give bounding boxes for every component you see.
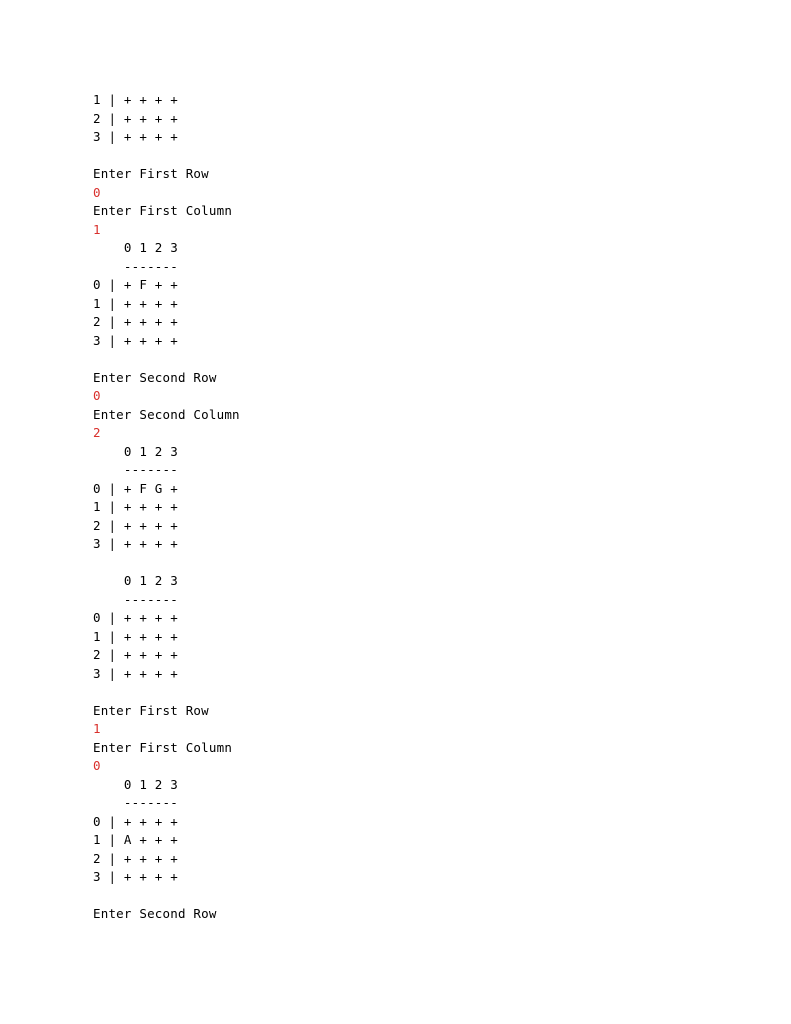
console-input-line: 1	[93, 721, 101, 736]
console-output-line: 0 | + + + +	[93, 610, 178, 625]
console-output-line: Enter Second Row	[93, 369, 217, 385]
console-blank-line	[93, 147, 773, 166]
console-blank-line	[93, 554, 773, 573]
console-output-line: 0 1 2 3	[93, 776, 178, 792]
console-output-line: Enter Second Column	[93, 406, 240, 422]
console-blank-line	[93, 683, 773, 702]
console-output-line: 1 | + + + +	[93, 499, 178, 514]
console-output-line: 1 | + + + +	[93, 295, 178, 311]
console-output-line: 3 | + + + +	[93, 665, 178, 681]
console-blank-line	[93, 887, 773, 906]
console-output-line: Enter First Column	[93, 203, 233, 218]
console-output-line: -------	[93, 795, 178, 810]
console-output-line: -------	[93, 258, 178, 274]
console-output-line: Enter Second Row	[93, 906, 217, 921]
console-output-line: 0 1 2 3	[93, 573, 178, 588]
console-input-line: 2	[93, 425, 101, 440]
console-input-line: 0	[93, 388, 101, 403]
console-output-line: 1 | + + + +	[93, 92, 178, 107]
console-output-line: 1 | A + + +	[93, 832, 178, 847]
console-output-line: 0 | + + + +	[93, 813, 178, 829]
console-output-line: Enter First Column	[93, 739, 233, 755]
console-output-line: Enter First Row	[93, 166, 209, 181]
console-output-line: 2 | + + + +	[93, 850, 178, 866]
console-output-line: 2 | + + + +	[93, 517, 178, 533]
console-output-line: 0 | + F G +	[93, 480, 178, 496]
console-input-line: 1	[93, 221, 101, 237]
console-input-line: 0	[93, 184, 101, 200]
console-output-line: 1 | + + + +	[93, 628, 178, 644]
console-output-line: -------	[93, 591, 178, 607]
console-input-line: 0	[93, 758, 101, 773]
console-output-line: 3 | + + + +	[93, 129, 178, 144]
console-output-line: 0 1 2 3	[93, 240, 178, 255]
console-output-line: 2 | + + + +	[93, 647, 178, 662]
console-output-line: 3 | + + + +	[93, 869, 178, 884]
console-output-line: 3 | + + + +	[93, 332, 178, 348]
console-blank-line	[93, 350, 773, 369]
console-output-line: 0 | + F + +	[93, 277, 178, 292]
console-output-line: 2 | + + + +	[93, 314, 178, 329]
console-output-line: 3 | + + + +	[93, 536, 178, 551]
console-output-line: Enter First Row	[93, 702, 209, 718]
console-output-line: -------	[93, 462, 178, 477]
console-output	[93, 91, 773, 924]
console-output-line: 2 | + + + +	[93, 110, 178, 126]
console-output-line: 0 1 2 3	[93, 443, 178, 459]
